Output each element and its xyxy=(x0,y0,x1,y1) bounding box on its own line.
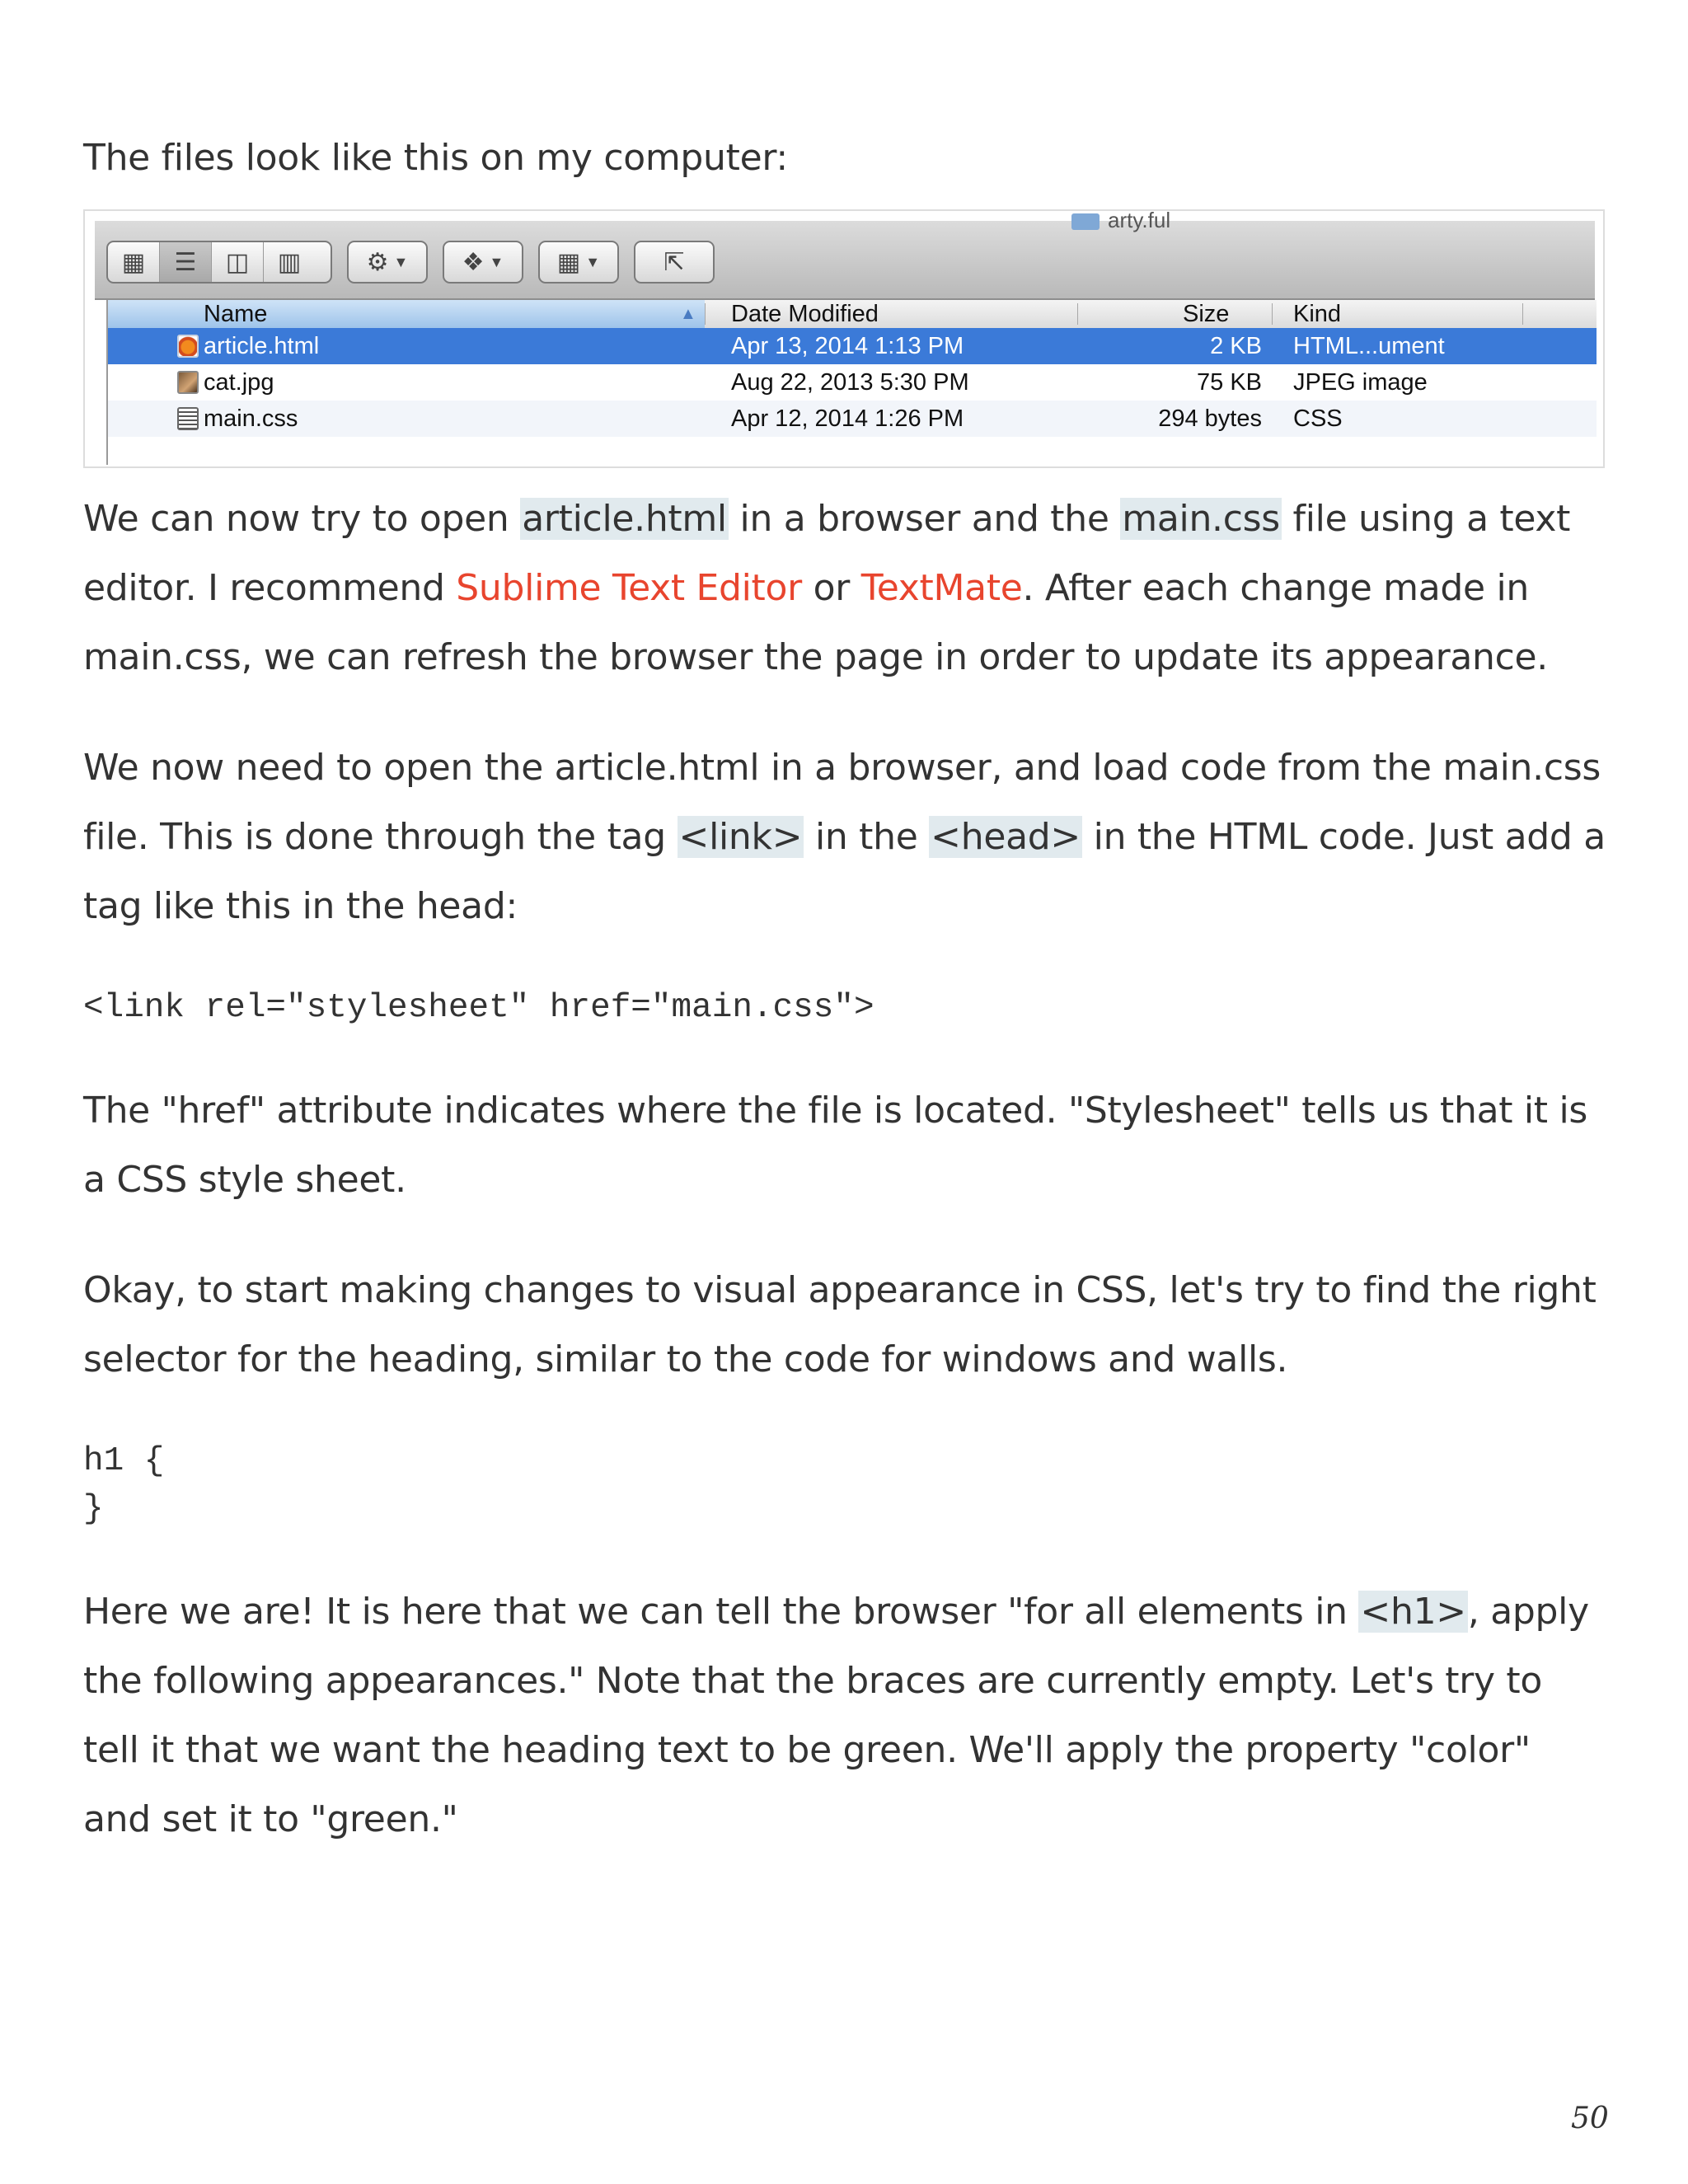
css-file-icon xyxy=(177,407,199,430)
inline-code: main.css xyxy=(1122,498,1280,540)
inline-code: <link> xyxy=(678,816,803,858)
share-icon: ⇱ xyxy=(663,248,685,276)
gear-icon: ⚙ xyxy=(366,248,389,276)
file-row[interactable] xyxy=(108,401,1597,437)
file-row[interactable] xyxy=(108,364,1597,401)
file-size: 75 KB xyxy=(1197,369,1262,396)
folder-icon xyxy=(1071,213,1100,230)
column-view-icon[interactable]: ◫ xyxy=(212,242,264,282)
file-date: Apr 13, 2014 1:13 PM xyxy=(731,333,964,359)
file-row[interactable] xyxy=(108,328,1597,364)
action-button[interactable]: ⚙ ▼ xyxy=(347,241,428,284)
file-size: 2 KB xyxy=(1210,333,1262,359)
column-header-name[interactable]: Name xyxy=(204,301,268,327)
arrange-button[interactable]: ▦ ▼ xyxy=(538,241,619,284)
file-kind: HTML...ument xyxy=(1293,333,1445,359)
finder-screenshot xyxy=(83,209,1605,468)
paragraph-open-files: We can now try to open article.html in a browser and the main.css file using a text editor. I recommend Sublime Text Editor or TextMate. After each change made in main.css, we can refresh the browser the page in order to update its appearance. xyxy=(83,498,1571,678)
inline-code: <head> xyxy=(931,816,1081,858)
window-title: arty.ful xyxy=(1071,208,1170,233)
share-button[interactable] xyxy=(634,241,715,284)
column-header-kind[interactable]: Kind xyxy=(1293,301,1342,327)
dropbox-button[interactable]: ❖ ▼ xyxy=(443,241,523,284)
paragraph-h1: Here we are! It is here that we can tell the browser "for all elements in <h1>, apply the following appearances." Note that the braces are currently empty. Let's try to tell it that we want the heading text to be green. We'll apply the property "color" and set it to "green." xyxy=(83,1591,1589,1840)
paragraph-link-tag: We now need to open the article.html in a browser, and load code from the main.css file. This is done through the tag <link> in the <head> in the HTML code. Just add a tag like this in the head: xyxy=(83,747,1606,927)
textmate-link[interactable]: TextMate xyxy=(860,567,1023,609)
inline-code: article.html xyxy=(522,498,727,540)
inline-code: <h1> xyxy=(1360,1591,1466,1633)
file-name: article.html xyxy=(204,333,320,359)
code-block-h1: h1 { } xyxy=(83,1442,165,1528)
page-content xyxy=(83,124,1608,1854)
arrange-grid-icon: ▦ xyxy=(556,248,581,276)
column-header-size[interactable]: Size xyxy=(1183,301,1230,327)
file-kind: CSS xyxy=(1293,405,1343,432)
column-header-date[interactable]: Date Modified xyxy=(731,301,879,327)
file-date: Apr 12, 2014 1:26 PM xyxy=(731,405,964,432)
dropbox-icon: ❖ xyxy=(462,248,485,276)
file-size: 294 bytes xyxy=(1158,405,1262,432)
list-header xyxy=(108,300,1597,329)
file-name: main.css xyxy=(204,405,298,432)
finder-window xyxy=(95,208,1595,460)
image-file-icon xyxy=(177,371,199,394)
icon-view-icon[interactable]: ▦ xyxy=(108,242,160,282)
intro-paragraph: The files look like this on my computer: xyxy=(83,137,788,179)
coverflow-view-icon[interactable]: ▥ xyxy=(277,248,302,276)
file-name: cat.jpg xyxy=(204,369,274,396)
html-file-icon xyxy=(177,335,199,358)
file-date: Aug 22, 2013 5:30 PM xyxy=(731,369,969,396)
code-block-link: <link rel="stylesheet" href="main.css"> xyxy=(83,989,874,1027)
file-list xyxy=(106,300,1597,465)
sort-ascending-icon: ▲ xyxy=(680,305,696,323)
finder-toolbar xyxy=(95,208,1595,300)
page-number: 50 xyxy=(1571,2102,1609,2135)
paragraph-selector: Okay, to start making changes to visual appearance in CSS, let's try to find the right selector for the heading, similar to the code for windows and walls. xyxy=(83,1269,1597,1380)
view-mode-control[interactable] xyxy=(106,241,332,284)
file-kind: JPEG image xyxy=(1293,369,1428,396)
sublime-text-link[interactable]: Sublime Text Editor xyxy=(456,567,802,609)
list-view-icon[interactable]: ☰ xyxy=(160,242,212,282)
paragraph-href: The "href" attribute indicates where the file is located. "Stylesheet" tells us that it is a CSS style sheet. xyxy=(83,1090,1587,1201)
